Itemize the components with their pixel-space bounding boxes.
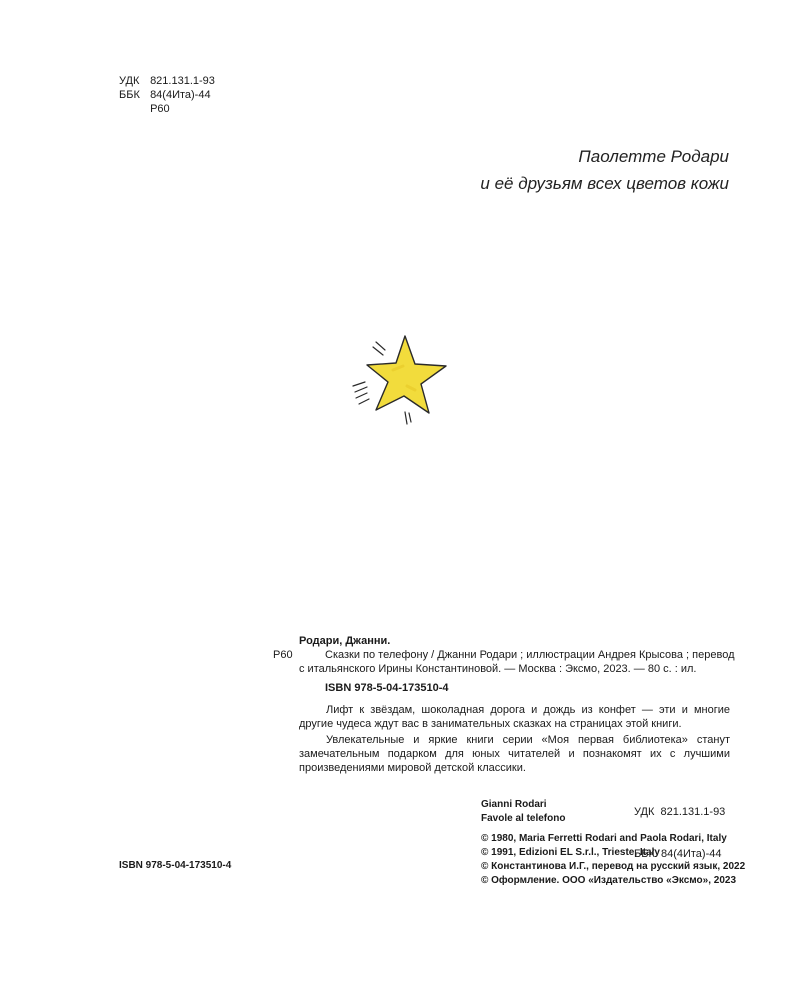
copyright-line-4: © Оформление. ООО «Издательство «Эксмо», 2023	[481, 875, 737, 886]
description-line-1: Сказки по телефону / Джанни Родари ; иллюстрации Андрея Крысова ; перевод	[325, 649, 735, 661]
description-line-2: с итальянского Ирины Константиновой. — Москва : Эксмо, 2023. — 80 с. : ил.	[299, 663, 697, 675]
annotation-paragraph-2: Увлекательные и яркие книги серии «Моя первая библиотека» станут замечательным подарком для юных читателей и познакомят их с лучшими произведениями мировой детской классики.	[299, 734, 730, 774]
dedication-line-2: и её друзьям всех цветов кожи	[480, 174, 729, 193]
author-heading: Родари, Джанни.	[299, 635, 391, 647]
udk-label: УДК	[119, 75, 140, 87]
dedication-line-1: Паолетте Родари	[578, 147, 729, 166]
original-title: Favole al telefono	[481, 813, 566, 824]
bbk-label: ББК	[119, 89, 140, 101]
copyright-line-2: © 1991, Edizioni EL S.r.l., Trieste, Italy	[481, 847, 660, 858]
star-illustration	[345, 330, 465, 430]
original-author: Gianni Rodari	[481, 799, 547, 810]
classification-block-top	[119, 74, 215, 116]
isbn-biblio: ISBN 978-5-04-173510-4	[325, 682, 449, 694]
bbk-value: 84(4Ита)-44	[150, 89, 211, 101]
author-mark-biblio: Р60	[273, 649, 293, 661]
dedication	[309, 143, 729, 197]
bottom-isbn: ISBN 978-5-04-173510-4	[119, 860, 232, 871]
copyright-line-1: © 1980, Maria Ferretti Rodari and Paola Rodari, Italy	[481, 833, 727, 844]
copyright-line-3: © Константинова И.Г., перевод на русский язык, 2022	[481, 861, 746, 872]
star-icon	[345, 330, 465, 430]
udk-biblio: УДК 821.131.1-93	[634, 806, 726, 818]
colophon	[481, 798, 781, 888]
annotation-paragraph-1: Лифт к звёздам, шоколадная дорога и дождь из конфет — эти и многие другие чудеса ждут вас в занимательных сказках на страницах этой книги.	[299, 704, 730, 730]
author-mark: Р60	[150, 103, 170, 115]
bbk-biblio: ББК 84(4Ита)-44	[634, 848, 722, 860]
udk-value: 821.131.1-93	[150, 75, 215, 87]
